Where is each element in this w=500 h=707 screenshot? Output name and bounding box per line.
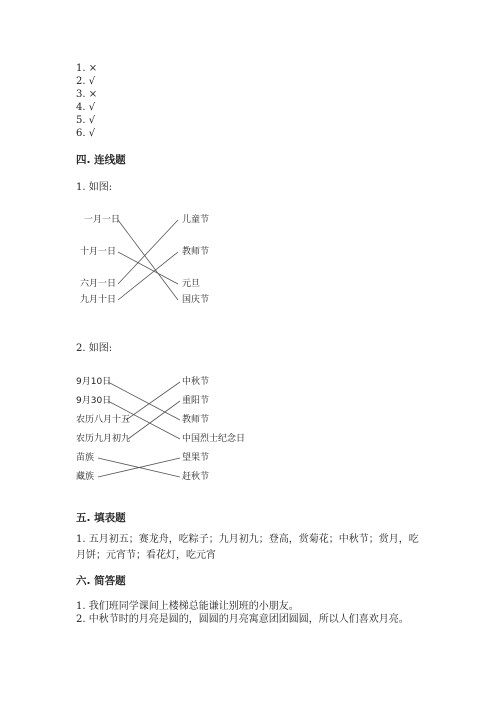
answer-1: 1. × [76, 63, 98, 74]
answer-3: 3. × [76, 89, 98, 100]
section-6-item-1: 1. 我们班同学课间上楼梯总能谦让别班的小朋友。 [76, 601, 299, 612]
q1-right-item: 国庆节 [182, 295, 210, 305]
q2-right-item: 教师节 [182, 415, 210, 425]
q2-left-item: 苗族 [76, 453, 95, 463]
q2-right-item: 望果节 [182, 453, 210, 463]
q1-right-item: 元旦 [182, 279, 201, 289]
q1-left-item: 十月一日 [80, 247, 117, 257]
q1-line [118, 252, 178, 300]
q2-left-item: 9月10日 [76, 377, 112, 387]
q1-left-item: 六月一日 [80, 279, 117, 289]
answer-5: 5. √ [76, 115, 96, 126]
q2-right-item: 重阳节 [182, 396, 210, 406]
q2-left-item: 农历八月十五 [76, 415, 131, 425]
q1-line [118, 252, 178, 284]
q2-right-item: 赶秋节 [182, 472, 210, 482]
section-5-answer: 1. 五月初五；赛龙舟，吃粽子；九月初九；登高，赏菊花；中秋节；赏月，吃月饼；元宵节；看花灯，吃元宵 [76, 534, 419, 561]
q2-label: 2. 如图: [76, 343, 113, 354]
q1-left-item: 九月十日 [80, 295, 117, 305]
answer-6: 6. √ [76, 128, 96, 139]
section-4-title: 四. 连线题 [76, 154, 126, 166]
q2-line [126, 382, 180, 420]
q2-left-item: 农历九月初九 [76, 434, 131, 444]
q2-left-item: 藏族 [76, 472, 95, 482]
q2-line [108, 401, 180, 439]
q1-line [118, 220, 178, 284]
answer-4: 4. √ [76, 102, 96, 113]
section-6-title: 六. 简答题 [76, 575, 126, 587]
section-5-title: 五. 填表题 [76, 512, 126, 524]
q2-line [108, 382, 180, 420]
q1-right-item: 教师节 [182, 247, 210, 257]
q1-label: 1. 如图: [76, 182, 113, 193]
q2-left-item: 9月30日 [76, 396, 112, 406]
q1-left-item: 一月一日 [84, 215, 121, 225]
section-6-item-2: 2. 中秋节时的月亮是圆的，圆圆的月亮寓意团团圆圆，所以人们喜欢月亮。 [76, 614, 409, 625]
answer-2: 2. √ [76, 76, 96, 87]
q1-right-item: 儿童节 [182, 215, 210, 225]
q1-line [118, 220, 178, 300]
q2-right-item: 中秋节 [182, 377, 210, 387]
q2-right-item: 中国烈士纪念日 [182, 434, 246, 444]
